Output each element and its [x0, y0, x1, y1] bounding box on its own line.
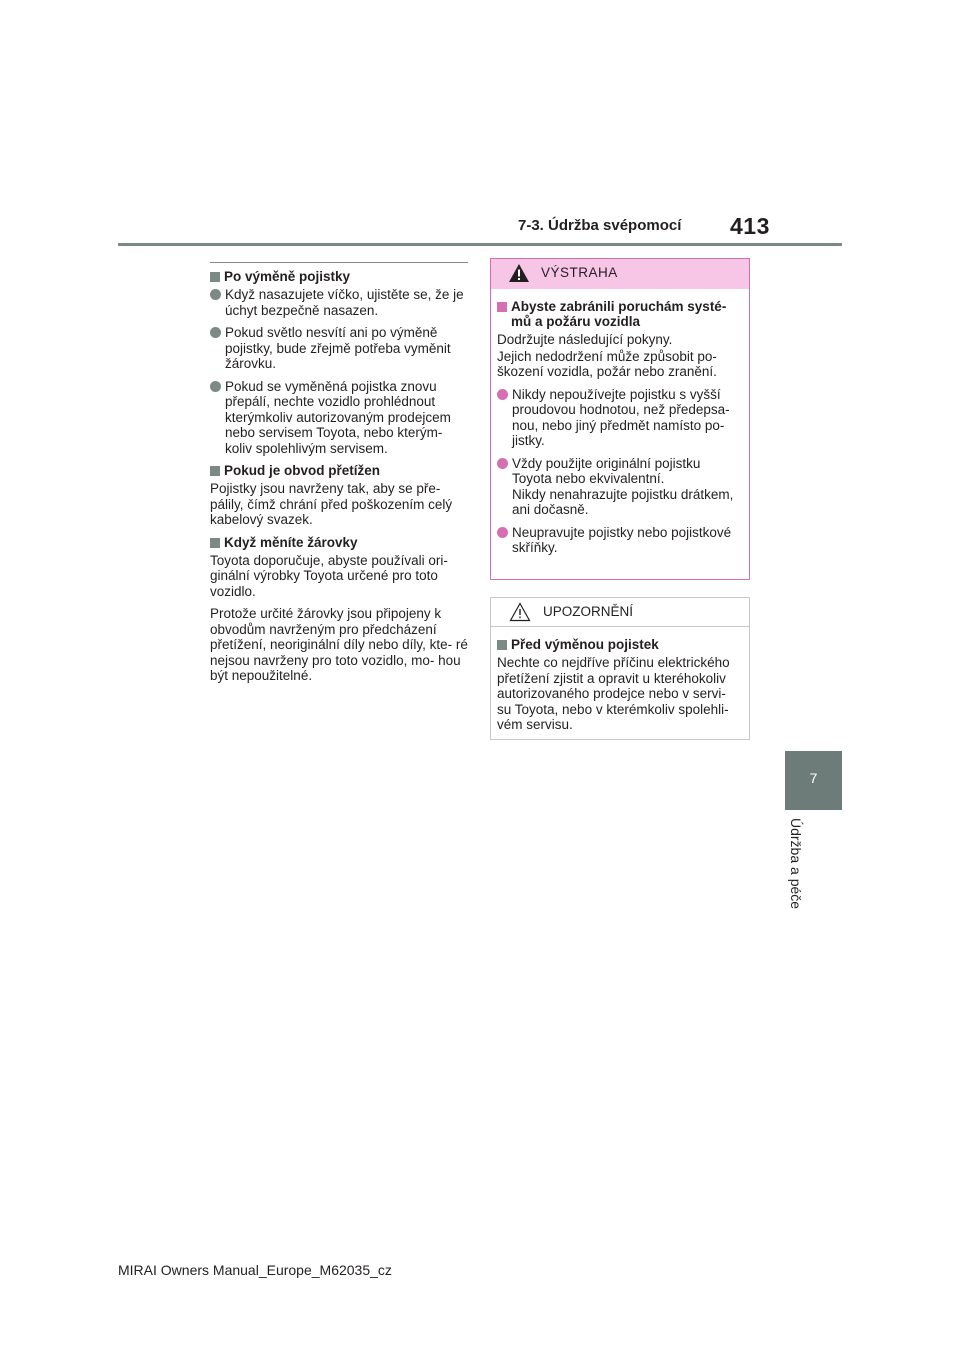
list-item: Pokud se vyměněná pojistka znovu přepálí, nechte vozidlo prohlédnout kterýmkoliv autorizovaným prodejcem nebo servisem Toyota, nebo kterým- koliv spolehlivým servisem. [210, 379, 468, 457]
list-item: Vždy použijte originální pojistku Toyota nebo ekvivalentní. Nikdy nenahrazujte pojistku drátkem, ani dočasně. [497, 456, 743, 518]
caution-title: UPOZORNĚNÍ [543, 604, 634, 619]
warning-subheading: Abyste zabránili poruchám systé- mů a požáru vozidla [497, 299, 743, 329]
footer-text: MIRAI Owners Manual_Europe_M62035_cz [118, 1262, 392, 1278]
square-bullet-icon [497, 302, 507, 312]
warning-icon [508, 263, 530, 283]
paragraph: Dodržujte následující pokyny. [497, 332, 673, 347]
paragraph: Nechte co nejdříve příčinu elektrického přetížení zjistit a opravit u kteréhokoliv autorizovaného prodejce nebo v servi- su Toyota, nebo v kterémkoliv spolehli- vém servisu. [497, 655, 730, 732]
list-item: Nikdy nepoužívejte pojistku s vyšší proudovou hodnotou, než předepsa- nou, nebo jiný předmět namísto po- jistky. [497, 387, 743, 449]
paragraph: Protože určité žárovky jsou připojeny k obvodům navrženým pro předcházení přetížení, neoriginální díly nebo díly, kte- ré nejsou navrženy pro toto vozidlo, mo- hou být nepoužitelné. [210, 606, 468, 683]
paragraph: Jejich nedodržení může způsobit po- škození vozidla, požár nebo zranění. [497, 348, 717, 379]
list-item: Neupravujte pojistky nebo pojistkové skříňky. [497, 525, 743, 556]
square-bullet-icon [497, 640, 507, 650]
paragraph: Pojistky jsou navrženy tak, aby se pře- pálily, čímž chrání před poškozením celý kabelový svazek. [210, 481, 453, 527]
paragraph: Toyota doporučuje, abyste používali ori- ginální výrobky Toyota určené pro toto vozidlo. [210, 552, 448, 599]
list-item: Když nasazujete víčko, ujistěte se, že je úchyt bezpečně nasazen. [210, 287, 468, 318]
circle-bullet-icon [497, 527, 508, 538]
square-bullet-icon [210, 272, 220, 282]
circle-bullet-icon [210, 289, 221, 300]
square-bullet-icon [210, 466, 220, 476]
caution-header [491, 598, 749, 627]
left-column-rule [210, 262, 468, 263]
chapter-number: 7 [809, 770, 818, 786]
caution-icon [509, 602, 531, 622]
circle-bullet-icon [210, 327, 221, 338]
warning-header [491, 259, 749, 289]
caution-subheading: Před výměnou pojistek [497, 637, 743, 652]
warning-title: VÝSTRAHA [541, 265, 618, 280]
circle-bullet-icon [497, 458, 508, 469]
circle-bullet-icon [210, 381, 221, 392]
section-heading: Po výměně pojistky [210, 269, 468, 284]
section-heading: Pokud je obvod přetížen [210, 463, 468, 478]
list-item: Pokud světlo nesvítí ani po výměně pojistky, bude zřejmě potřeba vyměnit žárovku. [210, 325, 468, 372]
chapter-label: Údržba a péče [788, 818, 804, 910]
warning-box [490, 258, 750, 580]
left-column [210, 262, 468, 691]
section-title: 7-3. Údržba svépomocí [518, 217, 682, 234]
warning-body [491, 289, 749, 556]
caution-body [491, 627, 749, 733]
page-number: 413 [730, 213, 770, 239]
square-bullet-icon [210, 538, 220, 548]
header-rule [118, 243, 842, 246]
section-heading: Když měníte žárovky [210, 535, 468, 550]
caution-box [490, 597, 750, 740]
circle-bullet-icon [497, 389, 508, 400]
